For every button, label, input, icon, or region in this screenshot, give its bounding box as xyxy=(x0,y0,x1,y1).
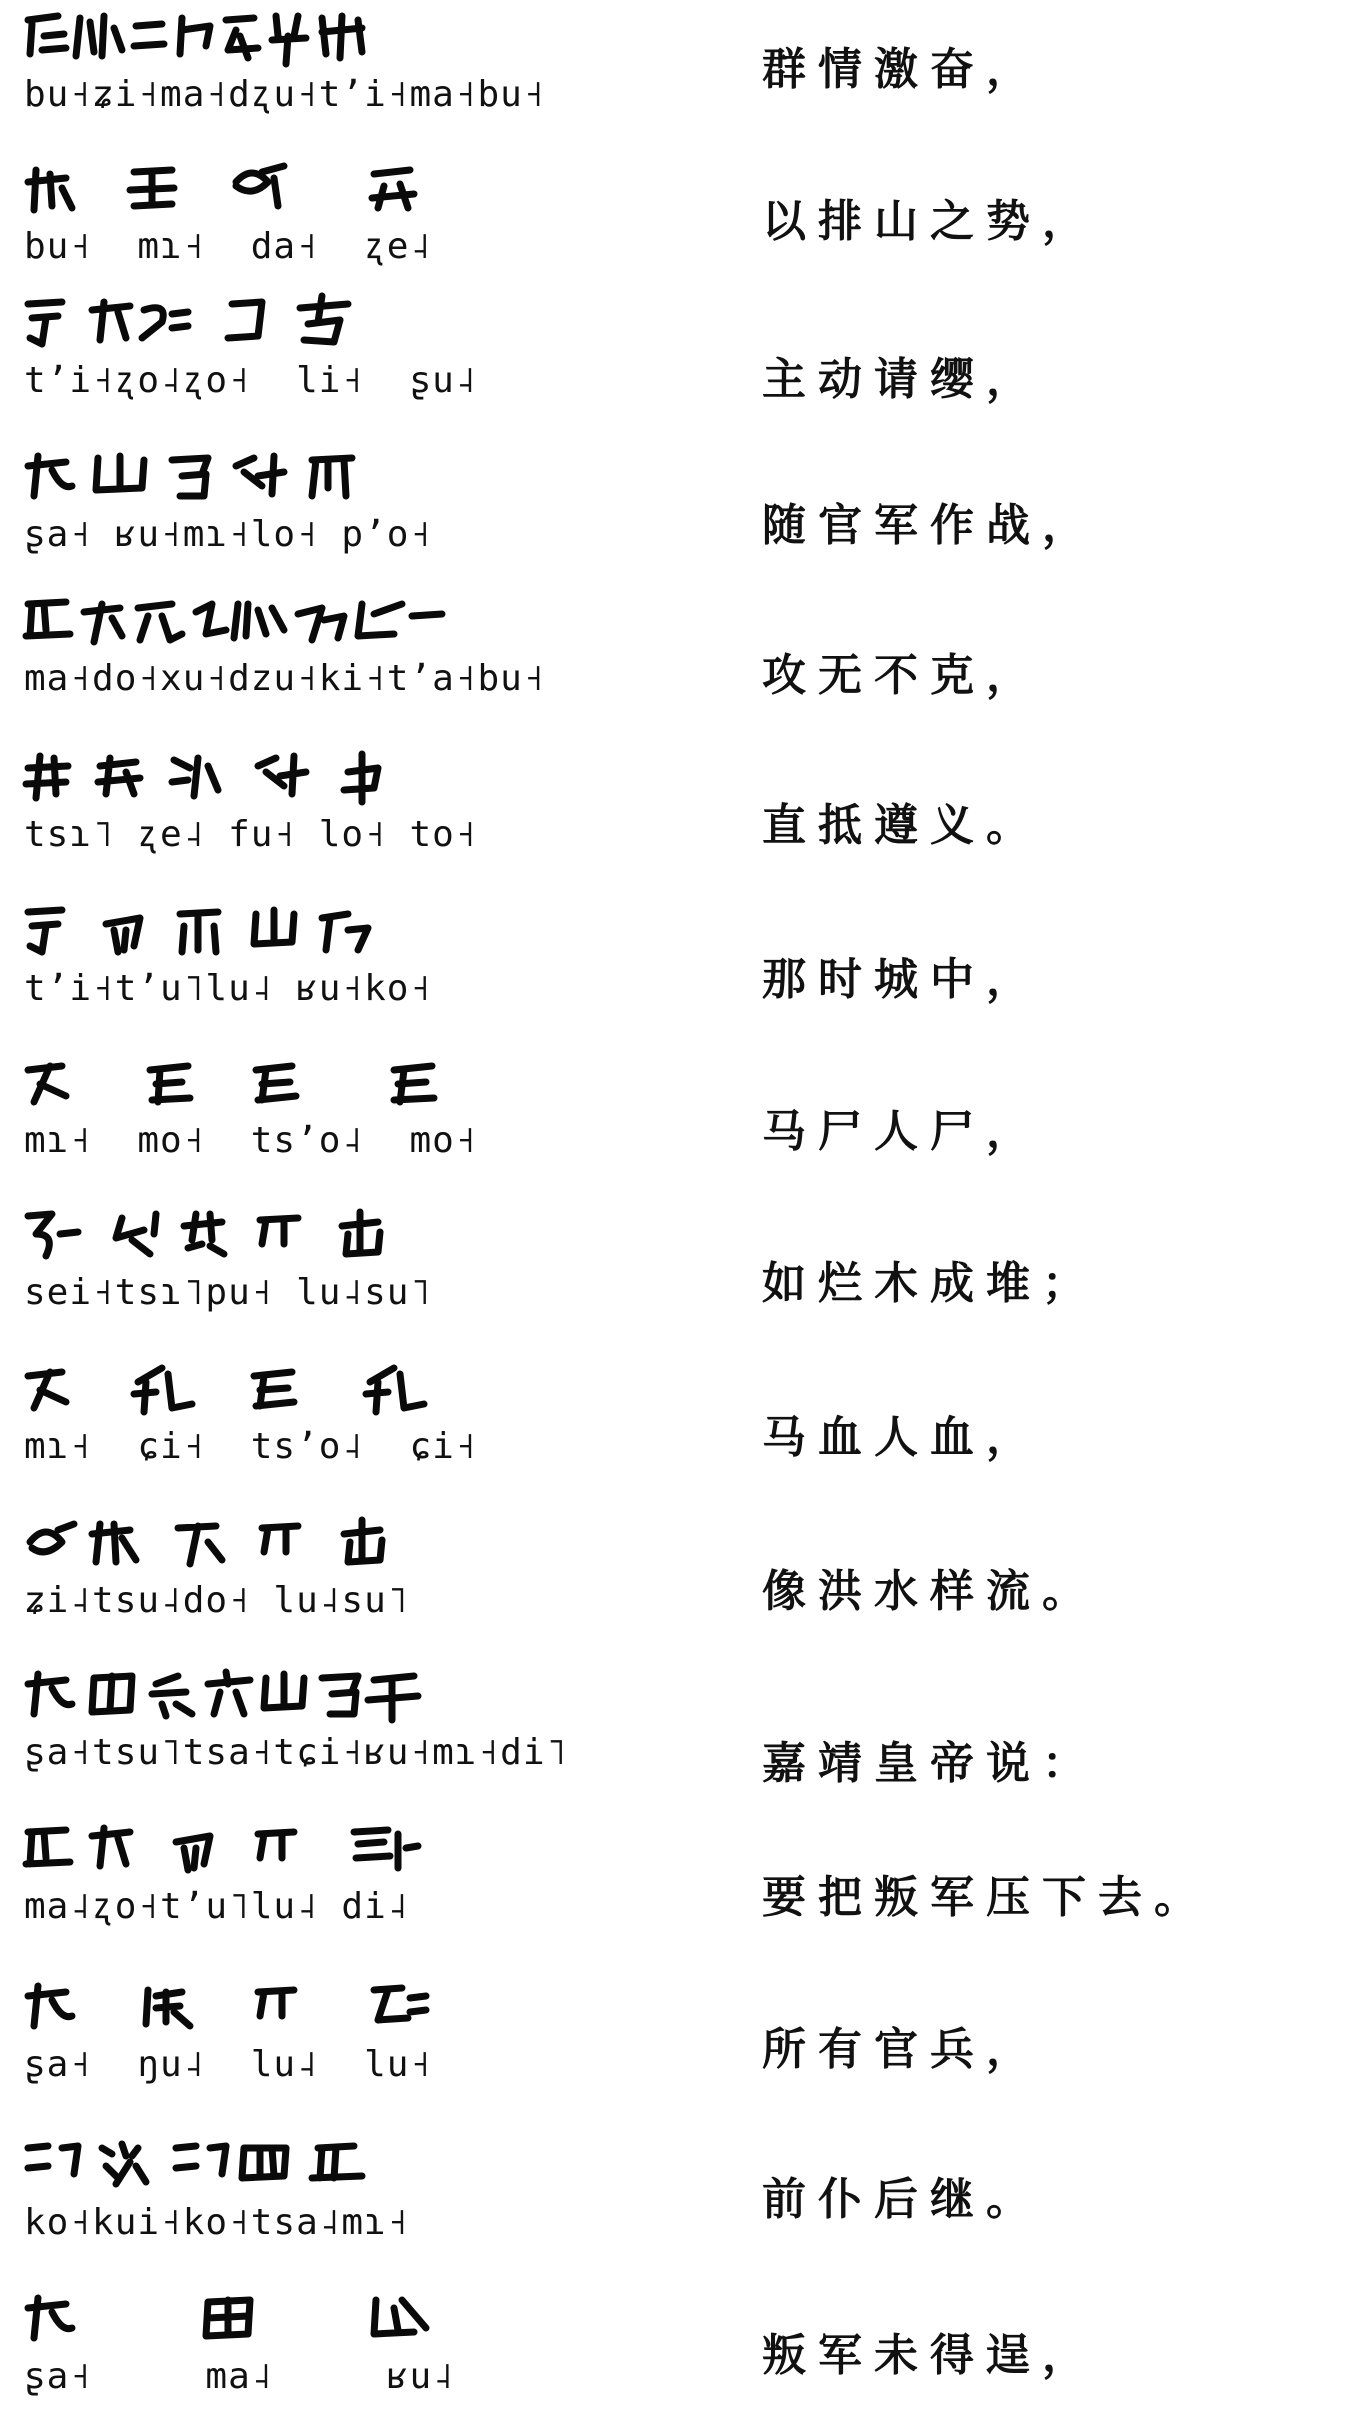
ipa-transcription: sei˧tsɿ˥pu˧ lu˨su˥ xyxy=(24,1272,433,1313)
verse-row xyxy=(0,292,1359,442)
verse-row xyxy=(0,446,1359,596)
ipa-transcription: mɿ˧ ɕi˧ tsʼo˨ ɕi˧ xyxy=(24,1426,478,1467)
ipa-transcription: ma˨ʐo˧tʼu˥lu˨ di˨ xyxy=(24,1886,410,1927)
ipa-transcription: bu˧ʑi˧ma˧dʐu˧tʼi˧ma˧bu˧ xyxy=(24,74,546,115)
ipa-transcription: bu˧ mɿ˧ da˧ ʐe˨ xyxy=(24,226,433,267)
glyph-block xyxy=(22,1976,462,2096)
yi-script-glyphs xyxy=(22,158,462,228)
chinese-translation: 主动请缨， xyxy=(762,354,1042,405)
ipa-transcription: ʂa˧ ma˨ ʁu˨ xyxy=(24,2356,455,2397)
glyph-block xyxy=(22,292,478,412)
chinese-translation: 马尸人尸， xyxy=(762,1106,1042,1157)
yi-script-glyphs xyxy=(22,1204,462,1274)
glyph-block xyxy=(22,900,462,1020)
yi-script-glyphs xyxy=(22,900,462,970)
yi-script-glyphs xyxy=(22,2288,462,2358)
chinese-translation: 马血人血， xyxy=(762,1412,1042,1463)
verse-row xyxy=(0,1818,1359,1968)
chinese-translation: 群情激奋， xyxy=(762,44,1042,95)
chinese-translation: 要把叛军压下去。 xyxy=(762,1872,1210,1923)
verse-row xyxy=(0,900,1359,1050)
ipa-transcription: ʂa˧ ŋu˨ lu˨ lu˧ xyxy=(24,2044,433,2085)
glyph-block xyxy=(22,446,462,566)
ipa-transcription: mɿ˧ mo˧ tsʼo˨ mo˧ xyxy=(24,1120,478,1161)
yi-script-glyphs xyxy=(22,6,462,76)
ipa-transcription: ʂa˧tsu˥tsa˧tɕi˧ʁu˧mɿ˧di˥ xyxy=(24,1732,569,1773)
yi-script-glyphs xyxy=(22,446,462,516)
glyph-block xyxy=(22,1818,462,1938)
ipa-transcription: ko˧kui˧ko˧tsa˨mɿ˧ xyxy=(24,2202,410,2243)
verse-row xyxy=(0,746,1359,896)
yi-script-glyphs xyxy=(22,1664,462,1734)
glyph-block xyxy=(22,2134,462,2254)
ipa-transcription: tsɿ˥ ʐe˨ fu˧ lo˧ to˧ xyxy=(24,814,478,855)
chinese-translation: 像洪水样流。 xyxy=(762,1566,1098,1617)
ipa-transcription: tʼi˧tʼu˥lu˨ ʁu˧ko˧ xyxy=(24,968,433,1009)
chinese-translation: 随官军作战， xyxy=(762,500,1098,551)
yi-script-glyphs xyxy=(22,292,462,362)
glyph-block xyxy=(22,1358,478,1478)
ipa-transcription: tʼi˧ʐo˨ʐo˧ li˧ ʂu˨ xyxy=(24,360,478,401)
verse-row xyxy=(0,590,1359,740)
chinese-translation: 攻无不克， xyxy=(762,650,1042,701)
yi-script-glyphs xyxy=(22,1976,462,2046)
yi-script-glyphs xyxy=(22,746,462,816)
verse-row xyxy=(0,1204,1359,1354)
verse-row xyxy=(0,2270,1359,2420)
glyph-block xyxy=(22,1664,569,1784)
yi-script-glyphs xyxy=(22,1052,462,1122)
verse-row xyxy=(0,1512,1359,1662)
verse-row xyxy=(0,1052,1359,1202)
chinese-translation: 如烂木成堆； xyxy=(762,1258,1098,1309)
glyph-block xyxy=(22,746,478,866)
verse-row xyxy=(0,0,1359,150)
chinese-translation: 嘉靖皇帝说： xyxy=(762,1738,1098,1789)
chinese-translation: 以排山之势， xyxy=(762,196,1098,247)
ipa-transcription: ʑi˨tsu˨do˧ lu˨su˥ xyxy=(24,1580,410,1621)
chinese-translation: 前仆后继。 xyxy=(762,2174,1042,2225)
verse-row xyxy=(0,2124,1359,2274)
chinese-translation: 直抵遵义。 xyxy=(762,800,1042,851)
chinese-translation: 叛军未得逞， xyxy=(762,2330,1098,2381)
verse-row xyxy=(0,1664,1359,1814)
glyph-block xyxy=(22,158,462,278)
glyph-block xyxy=(22,6,546,126)
ipa-transcription: ʂa˧ ʁu˧mɿ˧lo˧ pʼo˧ xyxy=(24,514,433,555)
glyph-block xyxy=(22,590,546,710)
verse-row xyxy=(0,1358,1359,1508)
yi-script-glyphs xyxy=(22,1358,462,1428)
glyph-block xyxy=(22,1052,478,1172)
yi-script-glyphs xyxy=(22,1512,462,1582)
chinese-translation: 所有官兵， xyxy=(762,2024,1042,2075)
yi-script-glyphs xyxy=(22,2134,462,2204)
glyph-block xyxy=(22,1512,462,1632)
verse-row xyxy=(0,152,1359,302)
ipa-transcription: ma˧do˧xu˧dzu˧ki˧tʼa˧bu˧ xyxy=(24,658,546,699)
yi-script-glyphs xyxy=(22,1818,462,1888)
verse-row xyxy=(0,1970,1359,2120)
chinese-translation: 那时城中， xyxy=(762,954,1042,1005)
yi-script-glyphs xyxy=(22,590,462,660)
glyph-block xyxy=(22,2288,462,2408)
glyph-block xyxy=(22,1204,462,1324)
